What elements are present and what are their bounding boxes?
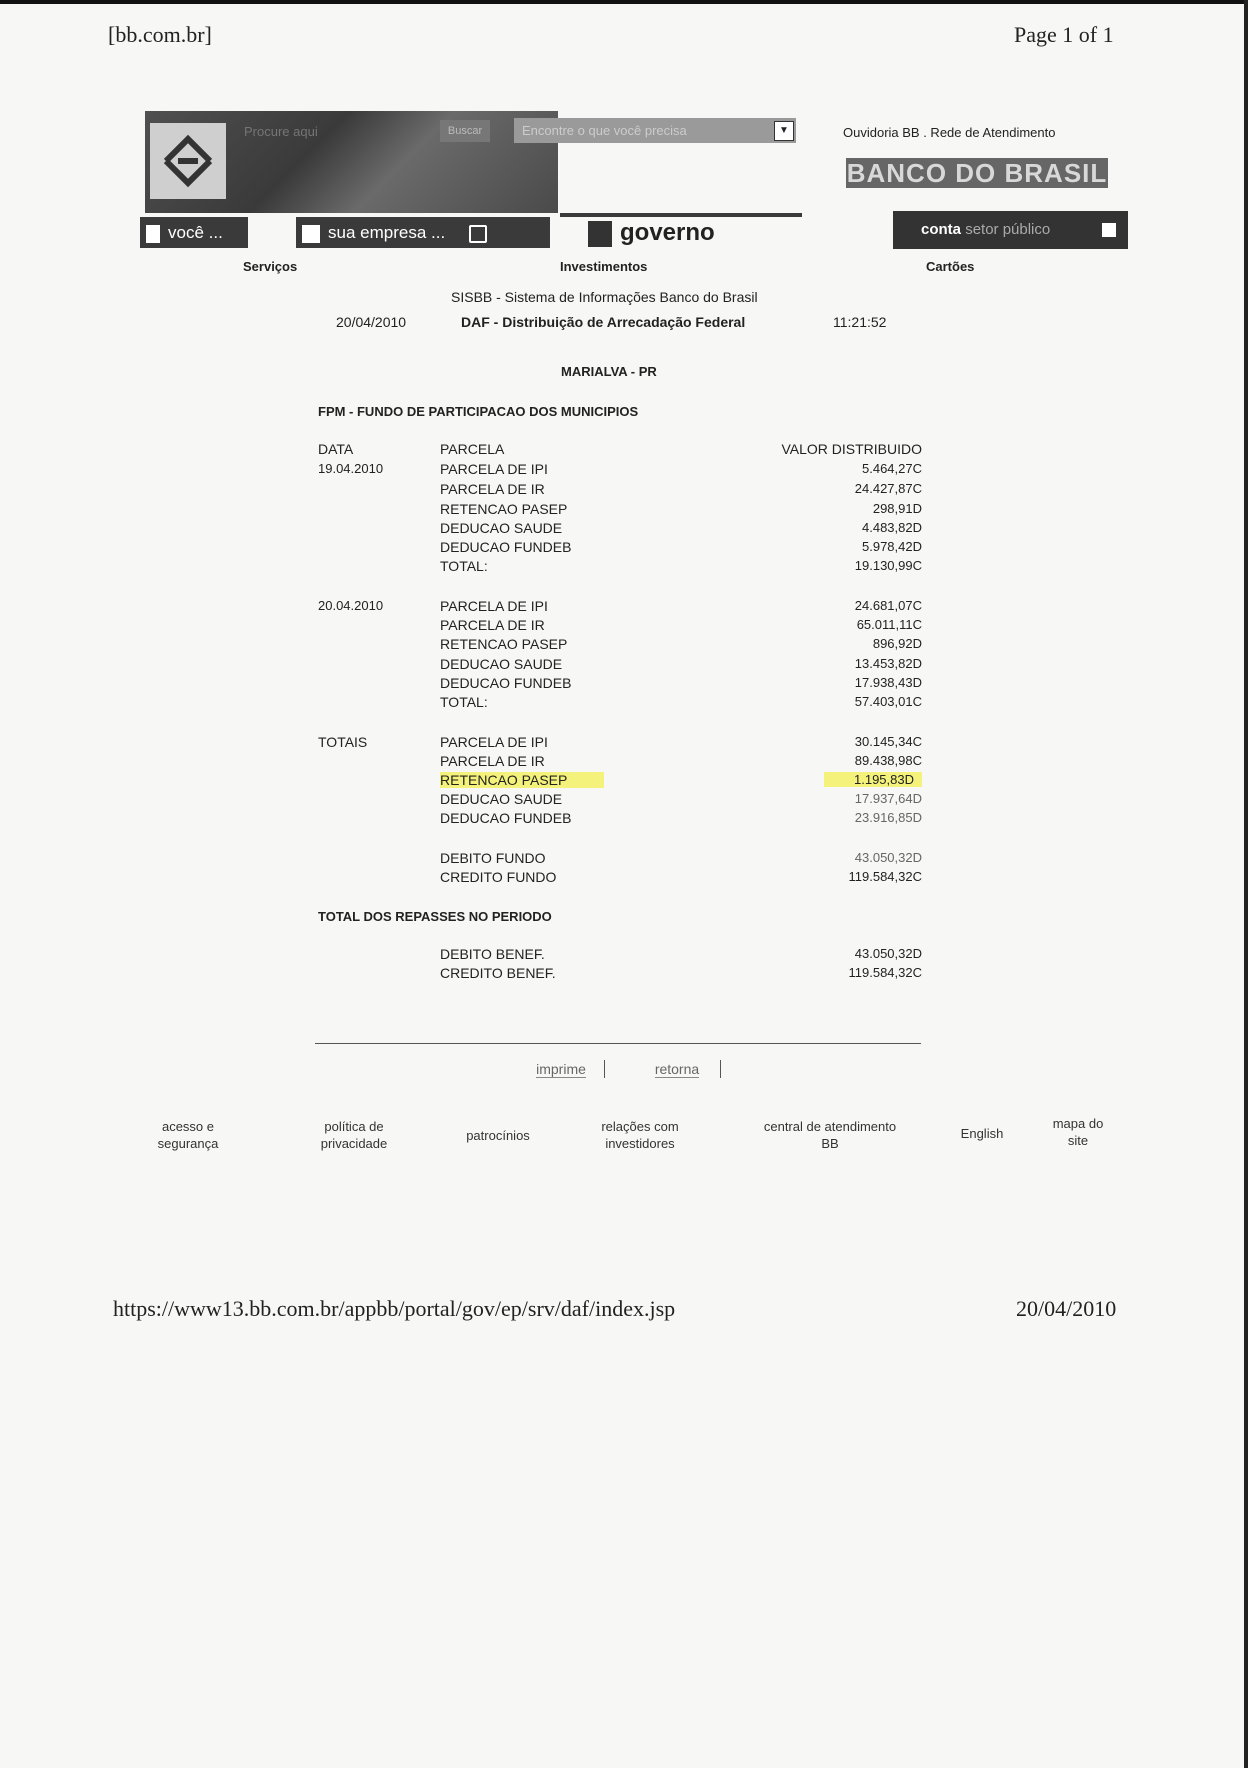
- menu-servicos[interactable]: Serviços: [243, 259, 298, 274]
- print-footer-date: 20/04/2010: [1016, 1296, 1117, 1321]
- nav-sua-empresa[interactable]: [296, 217, 550, 248]
- row-label: RETENCAO PASEP: [440, 501, 568, 517]
- nav-governo-label: governo: [620, 219, 715, 246]
- nav-voce[interactable]: [140, 217, 248, 248]
- footer-link-investidores[interactable]: [580, 1118, 700, 1152]
- row-value: 17.937,64D: [854, 791, 922, 806]
- search-input[interactable]: [240, 120, 434, 142]
- row-label: CREDITO FUNDO: [440, 869, 557, 885]
- row-label: PARCELA DE IPI: [440, 461, 548, 477]
- footer-link-central[interactable]: [750, 1118, 910, 1152]
- report-date: 20/04/2010: [336, 314, 407, 330]
- search-button[interactable]: Buscar: [440, 120, 490, 142]
- row-value: 57.403,01C: [854, 694, 922, 709]
- row-label: DEDUCAO FUNDEB: [440, 675, 572, 691]
- row-value: 24.427,87C: [854, 481, 922, 496]
- menu-cartoes[interactable]: Cartões: [926, 259, 975, 274]
- footer-line1: mapa do: [1052, 1116, 1104, 1131]
- dropdown-icon: [1102, 223, 1116, 237]
- footer-line1: patrocínios: [466, 1128, 530, 1143]
- row-value: 896,92D: [872, 636, 922, 651]
- row-label: PARCELA DE IPI: [440, 734, 548, 750]
- group-date: 19.04.2010: [318, 461, 384, 476]
- header-data: DATA: [318, 441, 354, 457]
- municipality: MARIALVA - PR: [561, 364, 657, 379]
- system-name: SISBB - Sistema de Informações Banco do Brasil: [451, 289, 758, 305]
- footer-line1: relações com: [601, 1119, 679, 1134]
- scan-edge-top: [0, 0, 1248, 4]
- row-value: 5.978,42D: [862, 539, 922, 554]
- footer-line1: central de atendimento: [763, 1119, 897, 1134]
- repasses-title: TOTAL DOS REPASSES NO PERIODO: [318, 909, 552, 924]
- conta-label: conta: [921, 221, 962, 238]
- arrow-icon: [302, 225, 320, 243]
- retorna-label: retorna: [654, 1061, 700, 1077]
- row-label: DEDUCAO SAUDE: [440, 656, 563, 672]
- group-date: 20.04.2010: [318, 598, 384, 613]
- nav-governo[interactable]: [582, 217, 802, 249]
- row-label: PARCELA DE IR: [440, 753, 545, 769]
- conta-setor-publico-button[interactable]: [893, 211, 1128, 249]
- footer-line1: acesso e: [161, 1119, 215, 1134]
- footer-line1: English: [960, 1126, 1004, 1141]
- footer-line2: privacidade: [320, 1136, 388, 1151]
- header-parcela: PARCELA: [440, 441, 505, 457]
- row-value: 43.050,32D: [854, 850, 922, 865]
- footer-line2: investidores: [605, 1136, 675, 1151]
- row-value: 298,91D: [872, 501, 922, 516]
- row-value: 4.483,82D: [862, 520, 922, 535]
- footer-link-mapa[interactable]: [1040, 1115, 1116, 1149]
- arrow-icon: [588, 221, 612, 247]
- footer-link-patrocinios[interactable]: [446, 1127, 550, 1144]
- row-value: 5.464,27C: [862, 461, 922, 476]
- row-value-highlighted: [710, 772, 922, 787]
- row-value: 65.011,11C: [856, 617, 922, 632]
- row-value: 24.681,07C: [854, 598, 922, 613]
- row-label-highlighted: RETENCAO PASEP: [440, 772, 604, 788]
- row-value: 17.938,43D: [854, 675, 922, 690]
- ouvidoria-links[interactable]: Ouvidoria BB . Rede de Atendimento: [843, 125, 1056, 140]
- row-label: TOTAL:: [440, 694, 488, 710]
- nav-voce-label: você ...: [168, 223, 223, 242]
- print-header-page: Page 1 of 1: [1014, 22, 1114, 47]
- row-label: DEDUCAO FUNDEB: [440, 539, 572, 555]
- print-footer-url: https://www13.bb.com.br/appbb/portal/gov/ep/srv/daf/index.jsp: [113, 1296, 676, 1321]
- retorna-button[interactable]: [637, 1058, 717, 1080]
- row-label: DEDUCAO SAUDE: [440, 520, 563, 536]
- footer-link-privacidade[interactable]: [302, 1118, 406, 1152]
- nav-empresa-label: sua empresa ...: [328, 223, 446, 242]
- row-label: DEBITO FUNDO: [440, 850, 546, 866]
- scan-edge-right: [1244, 0, 1248, 1768]
- menu-investimentos[interactable]: Investimentos: [560, 259, 648, 274]
- fund-name: FPM - FUNDO DE PARTICIPACAO DOS MUNICIPIOS: [318, 404, 639, 419]
- divider: [315, 1043, 921, 1044]
- dropdown-icon: [469, 225, 487, 243]
- find-dropdown[interactable]: Encontre o que você precisa: [514, 118, 796, 143]
- row-label: CREDITO BENEF.: [440, 965, 556, 981]
- print-header-site: [bb.com.br]: [108, 22, 212, 47]
- row-value: 89.438,98C: [854, 753, 922, 768]
- imprime-label: imprime: [536, 1061, 586, 1077]
- setor-publico-label: setor público: [965, 221, 1051, 238]
- row-value: 119.584,32C: [848, 965, 922, 980]
- row-label: RETENCAO PASEP: [440, 636, 568, 652]
- row-value: 43.050,32D: [854, 946, 922, 961]
- row-label: PARCELA DE IR: [440, 481, 545, 497]
- header-valor: VALOR DISTRIBUIDO: [781, 441, 922, 457]
- row-value: 13.453,82D: [854, 656, 922, 671]
- row-label: TOTAL:: [440, 558, 488, 574]
- footer-line2: BB: [821, 1136, 839, 1151]
- bb-logo-icon[interactable]: [150, 123, 226, 199]
- report-title: DAF - Distribuição de Arrecadação Federal: [461, 314, 746, 330]
- footer-line1: política de: [324, 1119, 384, 1134]
- row-label: DEBITO BENEF.: [440, 946, 545, 962]
- row-label: PARCELA DE IPI: [440, 598, 548, 614]
- footer-line2: segurança: [157, 1136, 219, 1151]
- group-totais: TOTAIS: [318, 734, 368, 750]
- arrow-icon: [146, 225, 160, 243]
- row-value: 30.145,34C: [854, 734, 922, 749]
- row-value: 119.584,32C: [848, 869, 922, 884]
- banco-do-brasil-logo: BANCO DO BRASIL: [846, 158, 1108, 188]
- row-label: DEDUCAO SAUDE: [440, 791, 563, 807]
- imprime-button[interactable]: [521, 1058, 601, 1080]
- footer-line2: site: [1067, 1133, 1089, 1148]
- row-value: 19.130,99C: [854, 558, 922, 573]
- row-label: PARCELA DE IR: [440, 617, 545, 633]
- footer-link-english[interactable]: [946, 1125, 1018, 1142]
- row-value: 23.916,85D: [854, 810, 922, 825]
- report-time: 11:21:52: [833, 314, 887, 330]
- highlighted-value: 1.195,83D: [824, 772, 922, 787]
- footer-link-acesso[interactable]: [140, 1118, 236, 1152]
- row-label: DEDUCAO FUNDEB: [440, 810, 572, 826]
- dropdown-arrow-icon[interactable]: ▼: [774, 121, 794, 141]
